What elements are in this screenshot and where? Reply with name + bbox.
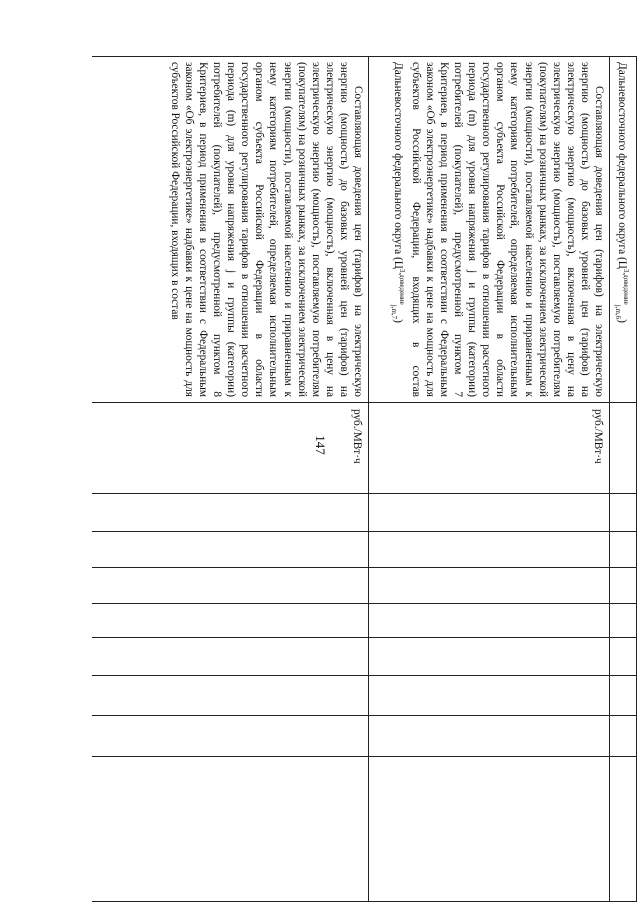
- header-empty-cell: [610, 604, 637, 638]
- value-cell: [92, 568, 369, 604]
- value-cell: [92, 676, 369, 716]
- value-cell: [92, 716, 369, 757]
- header-empty-cell: [610, 494, 637, 532]
- page-number: 147: [313, 435, 328, 455]
- header-empty-cell: [610, 568, 637, 604]
- table-row-header: [609, 56, 637, 902]
- row-description-text: Составляющая доведения цен (тарифов) на электрическую энергию (мощность) до базовых уровней цен (тарифов) на электрическую энергию (мощность), включенная в цену на электрическую энергию (мощность), поставляемую потребителям (покупателям) на розничных рынках, за исключением электрической энергии (мощности), поставляемой населению и приравненным к нему категориям потребителей, определяемая исполнительным органом субъекта Российской Федерации в области государственного регулирования тарифов в отношении расчетного периода (m) для уровня напряжения j и группы (категории) потребителей (покупателей), предусмотренной пунктом 8 Критериев, в период применения в соответствии с Федеральным законом «Об электроэнергетике» надбавки к цене на мощность для субъектов Российской Федерации, входящих в состав: [168, 62, 364, 397]
- value-cell: [369, 532, 610, 568]
- value-cell: [369, 638, 610, 676]
- rotated-table-sheet: [92, 56, 637, 902]
- row-unit-cell: [92, 403, 369, 494]
- value-cell: [369, 494, 610, 532]
- header-description-cell: [610, 56, 637, 403]
- header-empty-cell: [610, 532, 637, 568]
- section-header-text: Дальневосточного федерального округа $(Ц^{3,доведение}_{j,m,6})$: [613, 62, 630, 323]
- value-cell: [92, 638, 369, 676]
- value-cell: [92, 604, 369, 638]
- value-cell: [369, 604, 610, 638]
- header-empty-cell: [610, 676, 637, 716]
- value-cell: [369, 716, 610, 757]
- header-empty-cell: [610, 716, 637, 757]
- unit-label: руб./МВт·ч: [592, 409, 604, 464]
- header-empty-cell: [610, 638, 637, 676]
- value-cell: [92, 494, 369, 532]
- tariff-table: [92, 56, 637, 902]
- value-cell: [369, 568, 610, 604]
- unit-label: руб./МВт·ч: [351, 409, 363, 464]
- row-unit-cell: [369, 403, 610, 494]
- value-cell: [369, 757, 610, 902]
- header-empty-cell: [610, 757, 637, 902]
- header-unit-cell: [610, 403, 637, 494]
- row-description-text: Составляющая доведения цен (тарифов) на электрическую энергию (мощность) до базовых уровней цен (тарифов) на электрическую энергию (мощность), включенная в цену на электрическую энергию (мощность), поставляемую потребителям (покупателям) на розничных рынках, за исключением электрической энергии (мощности), поставляемой населению и приравненным к нему категориям потребителей, определяемая исполнительным органом субъекта Российской Федерации в области государственного регулирования тарифов в отношении расчетного периода (m) для уровня напряжения j и группы (категории) потребителей (покупателей), предусмотренной пунктом 7 Критериев, в период применения в соответствии с Федеральным законом «Об электроэнергетике» надбавки к цене на мощность для субъектов Российской Федерации, входящих в состав Дальневосточного федерального округа $(Ц^{3,доведение}_{j,m,7})$: [389, 62, 605, 397]
- value-cell: [92, 757, 369, 902]
- value-cell: [369, 676, 610, 716]
- value-cell: [92, 532, 369, 568]
